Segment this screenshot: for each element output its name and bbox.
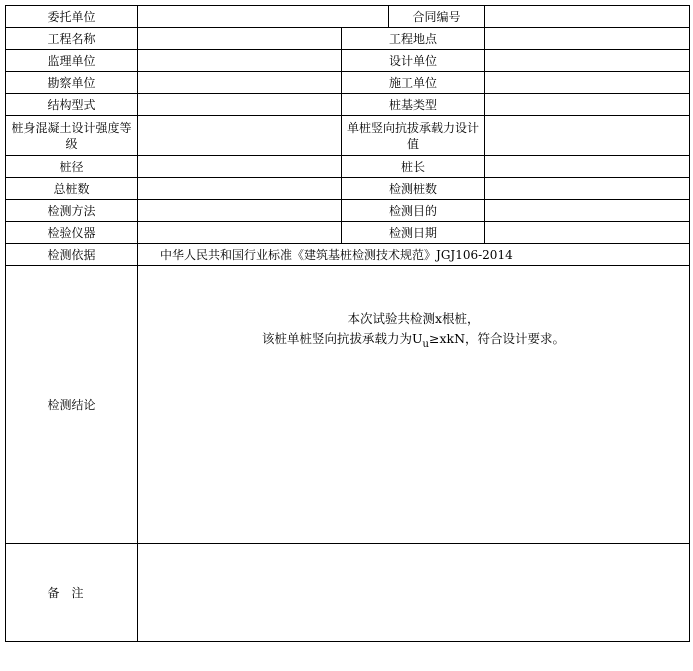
- row-total: [6, 178, 690, 200]
- instrument-label: 检验仪器: [6, 222, 138, 244]
- test-date-value[interactable]: [485, 222, 690, 244]
- test-method-value[interactable]: [138, 200, 342, 222]
- construction-unit-label: 施工单位: [342, 72, 485, 94]
- pile-type-value[interactable]: [485, 94, 690, 116]
- conclusion-line-2: [144, 329, 683, 355]
- remarks-label: 备注: [6, 544, 138, 642]
- row-conclusion: [6, 266, 690, 544]
- structure-value[interactable]: [138, 94, 342, 116]
- row-project-name: [6, 28, 690, 50]
- tested-piles-value[interactable]: [485, 178, 690, 200]
- test-report-table: [5, 5, 690, 642]
- conclusion-line-2-sub: u: [422, 339, 429, 350]
- design-unit-value[interactable]: [485, 50, 690, 72]
- pile-diameter-label: 桩径: [6, 156, 138, 178]
- row-supervisor: [6, 50, 690, 72]
- row-structure: [6, 94, 690, 116]
- test-purpose-value[interactable]: [485, 200, 690, 222]
- supervisor-label: 监理单位: [6, 50, 138, 72]
- concrete-grade-value[interactable]: [138, 116, 342, 156]
- total-piles-label: 总桩数: [6, 178, 138, 200]
- row-survey: [6, 72, 690, 94]
- supervisor-value[interactable]: [138, 50, 342, 72]
- total-piles-value[interactable]: [138, 178, 342, 200]
- design-unit-label: 设计单位: [342, 50, 485, 72]
- row-client: [6, 6, 690, 28]
- conclusion-line-1: 本次试验共检测x根桩，: [347, 311, 480, 326]
- test-basis-label: 检测依据: [6, 244, 138, 266]
- pile-length-value[interactable]: [485, 156, 690, 178]
- tested-piles-label: 检测桩数: [342, 178, 485, 200]
- project-location-value[interactable]: [485, 28, 690, 50]
- test-method-label: 检测方法: [6, 200, 138, 222]
- structure-label: 结构型式: [6, 94, 138, 116]
- test-date-label: 检测日期: [342, 222, 485, 244]
- row-remarks: [6, 544, 690, 642]
- survey-label: 勘察单位: [6, 72, 138, 94]
- row-basis: [6, 244, 690, 266]
- pile-type-label: 桩基类型: [342, 94, 485, 116]
- pile-length-label: 桩长: [342, 156, 485, 178]
- row-method: [6, 200, 690, 222]
- row-diameter: [6, 156, 690, 178]
- construction-unit-value[interactable]: [485, 72, 690, 94]
- row-instrument: [6, 222, 690, 244]
- client-value[interactable]: [138, 6, 389, 28]
- concrete-grade-label: 桩身混凝土设计强度等级: [6, 116, 138, 156]
- instrument-value[interactable]: [138, 222, 342, 244]
- project-name-label: 工程名称: [6, 28, 138, 50]
- project-location-label: 工程地点: [342, 28, 485, 50]
- conclusion-body[interactable]: [138, 266, 690, 544]
- pile-diameter-value[interactable]: [138, 156, 342, 178]
- test-purpose-label: 检测目的: [342, 200, 485, 222]
- project-name-value[interactable]: [138, 28, 342, 50]
- client-label: 委托单位: [6, 6, 138, 28]
- uplift-design-value[interactable]: [485, 116, 690, 156]
- uplift-design-label: 单桩竖向抗拔承载力设计值: [342, 116, 485, 156]
- conclusion-line-2-post: ≥xkN，符合设计要求。: [428, 331, 566, 346]
- conclusion-line-2-pre: 该桩单桩竖向抗拔承载力为U: [261, 331, 423, 346]
- conclusion-label: 检测结论: [6, 266, 138, 544]
- remarks-value[interactable]: [138, 544, 690, 642]
- row-concrete: [6, 116, 690, 156]
- test-basis-value: 中华人民共和国行业标准《建筑基桩检测技术规范》JGJ106-2014: [138, 244, 690, 266]
- contract-no-label: 合同编号: [389, 6, 485, 28]
- survey-value[interactable]: [138, 72, 342, 94]
- contract-no-value[interactable]: [485, 6, 690, 28]
